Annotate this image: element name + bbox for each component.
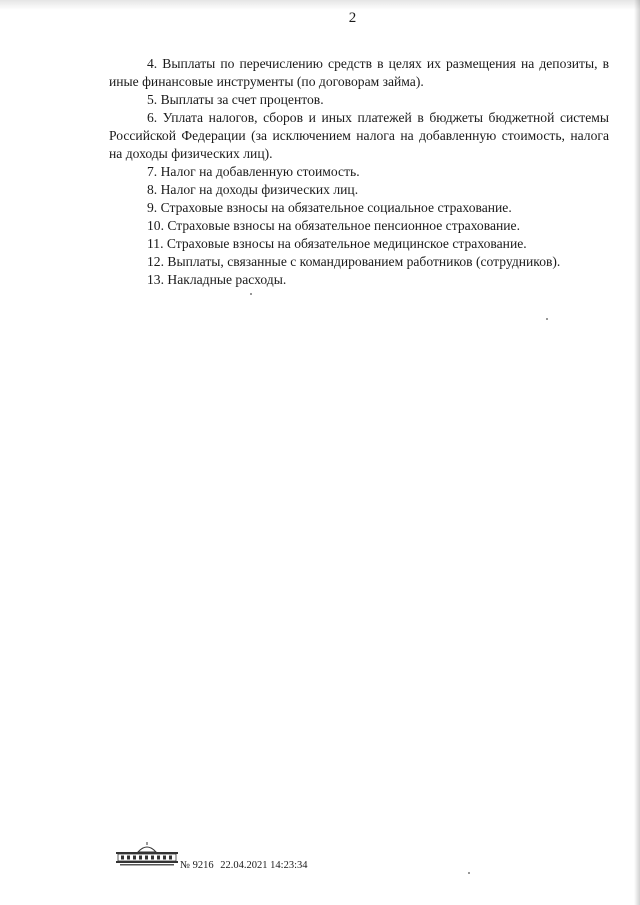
scan-speck (468, 872, 470, 874)
paragraph-item-12: 12. Выплаты, связанные с командированием работников (сотрудников). (147, 254, 561, 269)
document-body (109, 55, 609, 289)
paragraph-item-11: 11. Страховые взносы на обязательное медицинское страхование. (147, 236, 527, 251)
scan-edge-top (0, 0, 640, 10)
scan-speck (250, 293, 252, 295)
paragraph-item-8: 8. Налог на доходы физических лиц. (147, 182, 359, 197)
document-stamp (180, 860, 312, 871)
paragraph-item-5: 5. Выплаты за счет процентов. (147, 92, 324, 107)
paragraph-item-9: 9. Страховые взносы на обязательное социальное страхование. (147, 200, 512, 215)
paragraph-item-4: 4. Выплаты по перечислению средств в целях их размещения на депозиты, в иные финансовые инструменты (по договорам займа). (109, 56, 609, 89)
paragraph-item-13: 13. Накладные расходы. (147, 272, 287, 287)
paragraph-item-10: 10. Страховые взносы на обязательное пенсионное страхование. (147, 218, 520, 233)
paragraph-item-6: 6. Уплата налогов, сборов и иных платежей в бюджеты бюджетной системы Российской Федерации (за исключением налога на добавленную стоимость, налога на доходы физических лиц). (109, 110, 609, 161)
page-number: 2 (348, 10, 357, 26)
document-timestamp: 22.04.2021 14:23:34 (220, 860, 308, 871)
scan-speck (546, 318, 548, 320)
document-footer (114, 840, 414, 880)
scan-edge-right (634, 0, 640, 905)
document-number: № 9216 (180, 860, 214, 871)
paragraph-item-7: 7. Налог на добавленную стоимость. (147, 164, 360, 179)
government-building-icon (114, 840, 180, 870)
